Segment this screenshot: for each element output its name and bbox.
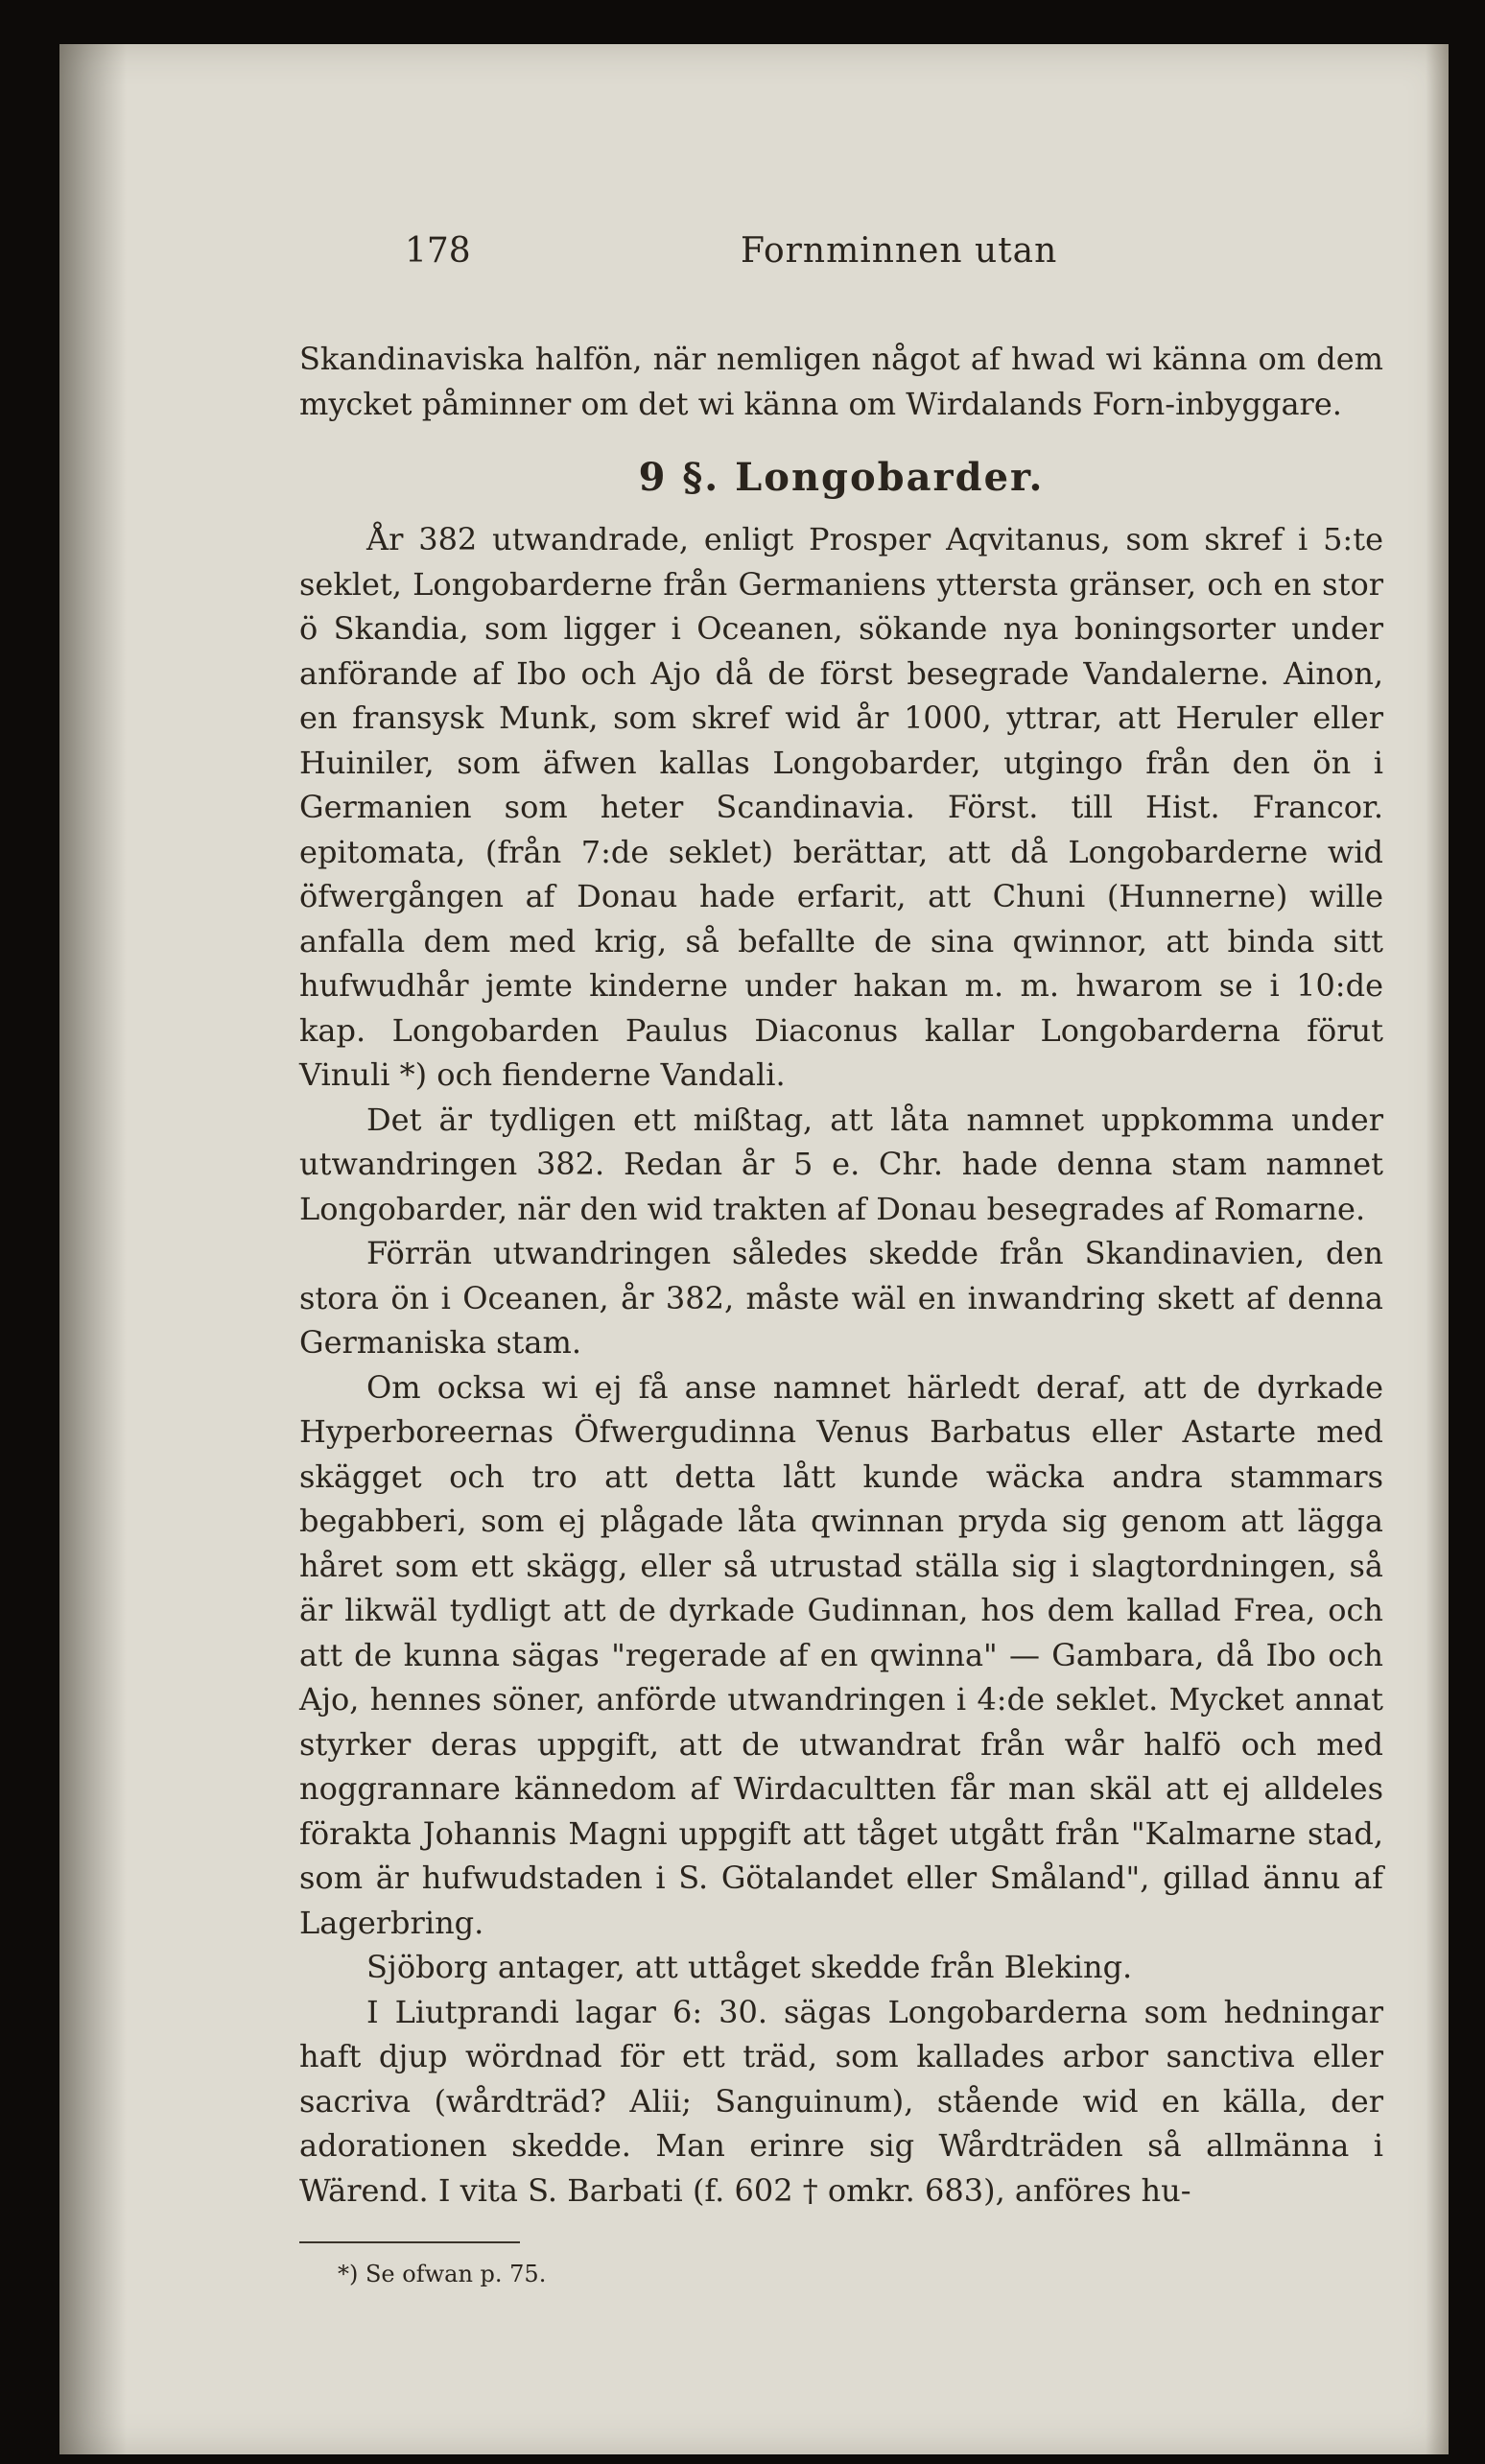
page-edge-shadow — [1426, 44, 1449, 2454]
paragraph: Sjöborg antager, att uttåget skedde från Bleking. — [366, 1949, 1133, 1985]
paragraph: År 382 utwandrade, enligt Prosper Aqvitanus, som skref i 5:te seklet, Longobarderne från Germaniens yttersta gränser, och en stor ö Skandia, som ligger i Oceanen, sökande nya boningsorter under anförande af Ibo och Ajo då de först besegrade Vandalerne. Ainon, en fransysk Munk, som skref wid år 1000, yttrar, att Heruler eller Huiniler, som äfwen kallas Longobarder, utgingo från den ön i Germanien som heter Scandinavia. Först. till Hist. Francor. epitomata, (från 7:de seklet) berättar, att då Longobarderne wid öfwergången af Donau hade erfarit, att Chuni (Hunnerne) wille anfalla dem med krig, så befallte de sina qwinnor, att binda sitt hufwudhår jemte kinderne under hakan m. m. hwarom se i 10:de kap. Longobarden Paulus Diaconus kallar Longobarderna förut Vinuli *) och fienderne Vandali. — [299, 521, 1383, 1093]
paragraph: Det är tydligen ett mißtag, att låta namnet uppkomma under utwandringen 382. Redan år 5 e. Chr. hade denna stam namnet Longobarder, när den wid trakten af Donau besegrades af Romarne. — [299, 1101, 1383, 1227]
gutter-shadow — [59, 44, 127, 2454]
paragraph: Förrän utwandringen således skedde från Skandinavien, den stora ön i Oceanen, år 382, måste wäl en inwandring skett af denna Germaniska stam. — [299, 1235, 1383, 1361]
footnote: *) Se ofwan p. 75. — [338, 2261, 547, 2287]
paragraph-continuation: Skandinaviska halfön, när nemligen något af hwad wi känna om dem mycket påminner om det wi känna om Wirdalands Forn-inbyggare. — [299, 341, 1383, 422]
footnote-rule — [299, 2241, 520, 2243]
page-number: 178 — [405, 231, 471, 271]
running-head — [299, 231, 1383, 337]
book-page — [59, 44, 1449, 2454]
page-content — [299, 231, 1383, 2287]
section-heading: 9 §. Longobarder. — [638, 455, 1045, 500]
paragraph: I Liutprandi lagar 6: 30. sägas Longobarderna som hedningar haft djup wördnad för ett träd, som kallades arbor sanctiva eller sacriva (wårdträd? Alii; Sanguinum), stående wid en källa, der adorationen skedde. Man erinre sig Wårdträden så allmänna i Wärend. I vita S. Barbati (f. 602 † omkr. 683), anföres hu- — [299, 1993, 1383, 2209]
running-title: Fornminnen utan — [741, 231, 1058, 271]
paragraph: Om ocksa wi ej få anse namnet härledt deraf, att de dyrkade Hyperboreernas Öfwergudinna Venus Barbatus eller Astarte med skägget och tro att detta lått kunde wäcka andra stammars begabberi, som ej plågade låta qwinnan pryda sig genom att lägga håret som ett skägg, eller så utrustad ställa sig i slagtordningen, så är likwäl tydligt att de dyrkade Gudinnan, hos dem kallad Frea, och att de kunna sägas "regerade af en qwinna" — Gambara, då Ibo och Ajo, hennes söner, anförde utwandringen i 4:de seklet. Mycket annat styrker deras uppgift, att de utwandrat från wår halfö och med noggrannare kännedom af Wirdacultten får man skäl att ej alldeles förakta Johannis Magni uppgift att tåget utgått från "Kalmarne stad, som är hufwudstaden i S. Götalandet eller Småland", gillad ännu af Lagerbring. — [299, 1368, 1383, 1941]
